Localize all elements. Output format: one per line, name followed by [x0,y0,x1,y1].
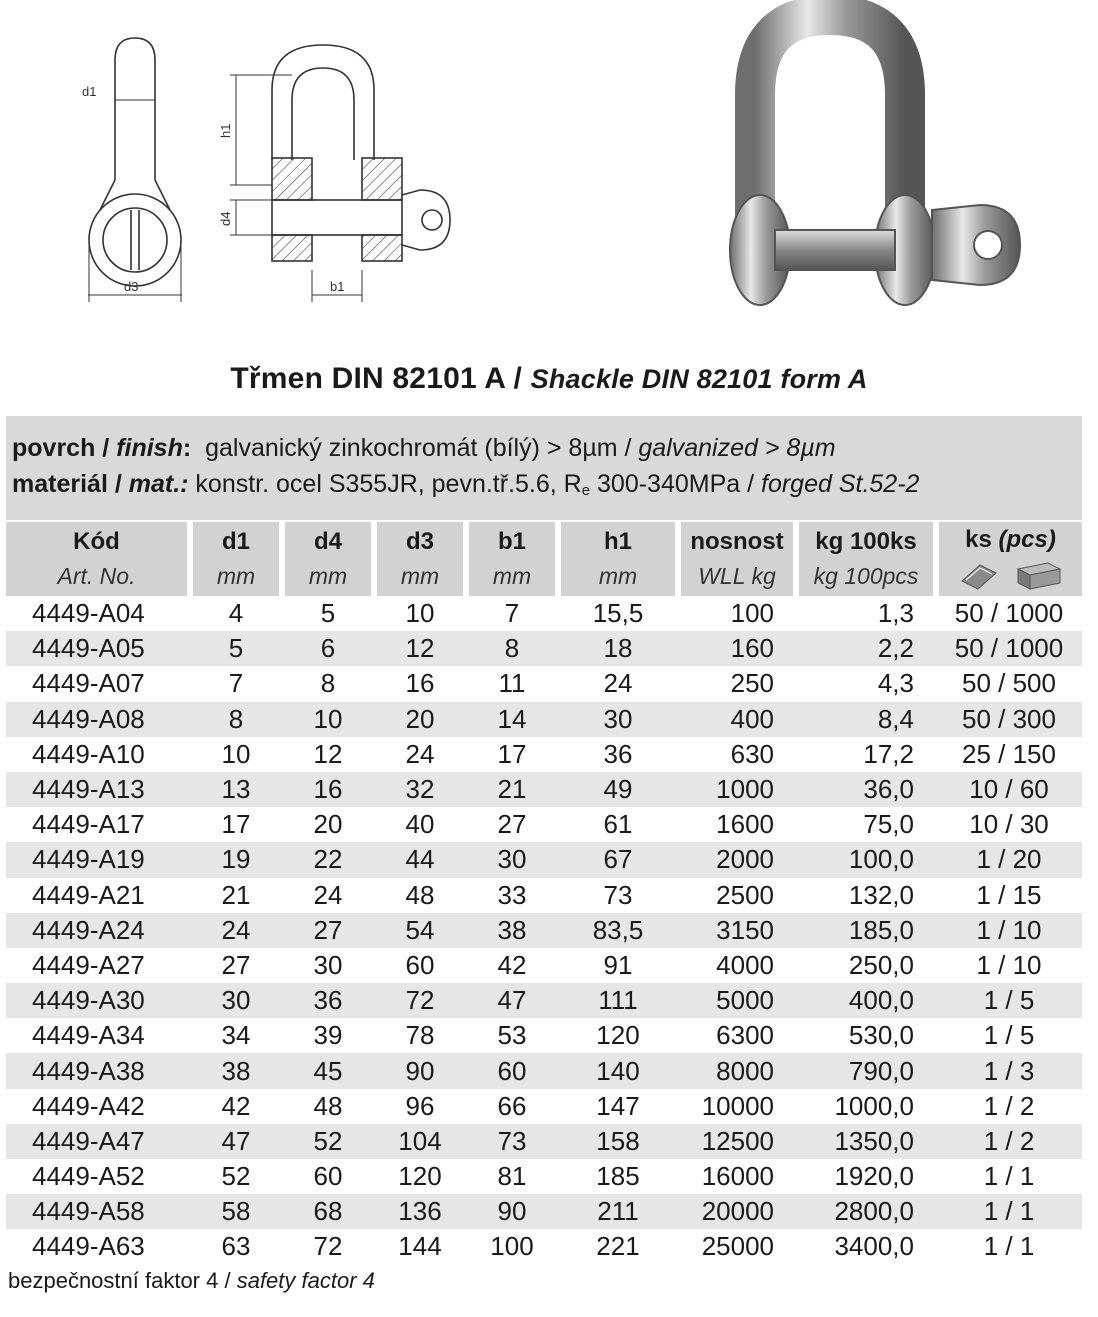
cell-d3: 136 [374,1194,466,1229]
cell-d4: 72 [313,1231,343,1262]
cell-h1: 158 [558,1124,678,1159]
table-row [6,1159,1082,1194]
cell-pcs: 1 / 15 [976,879,1042,910]
cell-wll: 12500 [678,1124,796,1159]
cell-d3: 144 [398,1231,442,1262]
cell-weight: 790,0 [796,1053,936,1088]
cell-art-no: 4449-A47 [6,1124,190,1159]
cell-wll: 5000 [678,983,796,1018]
cell-wll: 16000 [701,1161,774,1192]
finish-text-cz: galvanický zinkochromát (bílý) > 8µm / [191,434,639,462]
cell-d1: 58 [190,1194,282,1229]
specs-box [6,416,1082,520]
cell-d3: 90 [374,1053,466,1088]
cell-wll: 20000 [678,1194,796,1229]
cell-d3: 16 [405,668,435,699]
finish-label-colon: : [182,434,192,462]
cell-b1: 42 [497,949,527,980]
cell-d4: 30 [313,949,343,980]
cell-b1: 73 [466,1124,558,1159]
cell-h1: 83,5 [558,913,678,948]
cell-d3: 24 [405,738,435,769]
cell-d4: 45 [282,1053,374,1088]
package-icons [956,557,1066,596]
cell-h1: 91 [603,949,633,980]
cell-d4: 36 [282,983,374,1018]
cell-d4: 27 [282,913,374,948]
cell-d1: 30 [190,983,282,1018]
cell-art-no: 4449-A58 [6,1194,190,1229]
cell-wll: 630 [730,738,774,769]
table-row [6,666,1082,701]
cell-d4: 39 [313,1020,343,1051]
table-row [6,878,1082,913]
cell-weight: 3400,0 [834,1231,914,1262]
cell-wll: 25000 [701,1231,774,1262]
cell-wll: 2000 [678,842,796,877]
cell-d4: 16 [282,772,374,807]
cell-pcs: 1 / 10 [936,913,1082,948]
cell-h1: 61 [603,809,633,840]
cell-d4: 68 [282,1194,374,1229]
cell-d3: 96 [405,1090,435,1121]
cell-h1: 18 [558,631,678,666]
footer-cz: bezpečnostní faktor 4 / [8,1268,237,1293]
cell-weight: 132,0 [848,879,914,910]
cell-pcs: 50 / 1000 [954,598,1064,629]
cell-art-no: 4449-A34 [32,1020,145,1051]
label-b1: b1 [330,279,345,294]
cell-d3: 40 [405,809,435,840]
material-label-cz: materiál / [12,470,129,498]
cell-weight: 36,0 [796,772,936,807]
cell-d4: 10 [282,702,374,737]
cell-art-no: 4449-A13 [6,772,190,807]
cell-d4: 24 [313,879,343,910]
cell-h1: 140 [558,1053,678,1088]
header-b1: b1 mm [466,522,558,596]
cell-pcs: 1 / 2 [936,1124,1082,1159]
cell-weight: 100,0 [796,842,936,877]
header-d1: d1 mm [190,522,282,596]
table-row [6,1229,1082,1264]
cell-art-no: 4449-A17 [32,809,145,840]
cell-pcs: 1 / 3 [936,1053,1082,1088]
cell-d4: 60 [313,1161,343,1192]
cell-d3: 60 [405,949,435,980]
cell-weight: 185,0 [796,913,936,948]
cell-d1: 38 [190,1053,282,1088]
cell-art-no: 4449-A04 [32,598,145,629]
shackle-photo [700,0,1040,320]
table-row [6,702,1082,737]
table-row [6,1053,1082,1088]
table-row [6,1124,1082,1159]
cell-d1: 47 [190,1124,282,1159]
cell-d3: 20 [374,702,466,737]
title-cz: Třmen DIN 82101 A / [230,362,531,395]
cell-b1: 81 [497,1161,527,1192]
cell-pcs: 1 / 2 [983,1090,1035,1121]
cell-d1: 34 [221,1020,251,1051]
cell-h1: 15,5 [592,598,644,629]
material-text-cz-1: konstr. ocel S355JR, pevn.tř.5.6, R [188,470,582,498]
material-text-en: forged St.52-2 [761,470,920,498]
title-en: Shackle DIN 82101 form A [530,364,868,394]
cell-pcs: 50 / 1000 [936,631,1082,666]
shackle-table [6,522,1082,1265]
cell-h1: 120 [596,1020,640,1051]
cell-wll: 400 [678,702,796,737]
cell-wll: 6300 [716,1020,774,1051]
header-art-no: Kód Art. No. [6,522,190,596]
cell-h1: 49 [558,772,678,807]
cell-d1: 52 [221,1161,251,1192]
cell-pcs: 1 / 5 [936,983,1082,1018]
finish-text-en: galvanized > 8µm [638,434,836,462]
cell-b1: 90 [466,1194,558,1229]
cell-d1: 19 [190,842,282,877]
cell-weight: 17,2 [863,738,914,769]
cell-art-no: 4449-A19 [6,842,190,877]
header-wll: nosnost WLL kg [678,522,796,596]
cell-d4: 8 [320,668,336,699]
footer-en: safety factor 4 [236,1268,375,1293]
cell-art-no: 4449-A05 [6,631,190,666]
table-row [6,772,1082,807]
cell-h1: 67 [558,842,678,877]
cell-d3: 54 [374,913,466,948]
cell-b1: 11 [498,668,526,699]
cell-weight: 2,2 [796,631,936,666]
cell-pcs: 25 / 150 [962,738,1056,769]
cell-d4: 22 [282,842,374,877]
cell-wll: 160 [678,631,796,666]
cell-art-no: 4449-A21 [32,879,145,910]
cell-wll: 100 [730,598,774,629]
cell-weight: 400,0 [796,983,936,1018]
cell-b1: 21 [466,772,558,807]
cell-weight: 1,3 [877,598,914,629]
cell-b1: 53 [497,1020,527,1051]
cell-h1: 24 [603,668,633,699]
box-icon [1018,563,1060,589]
material-text-cz-2: 300-340MPa / [590,470,761,498]
cell-d4: 6 [282,631,374,666]
header-d4: d4 mm [282,522,374,596]
cell-b1: 100 [490,1231,534,1262]
cell-wll: 1600 [716,809,774,840]
cell-pcs: 1 / 1 [983,1231,1035,1262]
table-row [6,983,1082,1018]
cell-h1: 111 [558,983,678,1018]
cell-d1: 10 [221,738,251,769]
cell-pcs: 10 / 30 [969,809,1049,840]
cell-d1: 4 [228,598,244,629]
finish-label-en: finish [116,434,183,462]
cell-art-no: 4449-A30 [6,983,190,1018]
cell-b1: 66 [497,1090,527,1121]
cell-d4: 48 [313,1090,343,1121]
cell-h1: 221 [596,1231,640,1262]
cell-d3: 48 [405,879,435,910]
cell-b1: 27 [497,809,527,840]
cell-wll: 250 [730,668,774,699]
finish-line [12,430,1076,466]
page-title [0,362,1098,396]
label-d3: d3 [124,279,139,294]
cell-d4: 52 [282,1124,374,1159]
cell-h1: 36 [603,738,633,769]
cell-pcs: 1 / 20 [936,842,1082,877]
cell-art-no: 4449-A07 [32,668,145,699]
header-d3: d3 mm [374,522,466,596]
cell-d1: 42 [221,1090,251,1121]
cell-wll: 3150 [678,913,796,948]
cell-d3: 104 [374,1124,466,1159]
cell-b1: 60 [466,1053,558,1088]
cell-weight: 75,0 [863,809,914,840]
header-pcs: ks (pcs) [936,522,1082,596]
cell-wll: 4000 [716,949,774,980]
cell-d3: 72 [374,983,466,1018]
cell-d4: 12 [313,738,343,769]
cell-art-no: 4449-A38 [6,1053,190,1088]
cell-pcs: 10 / 60 [936,772,1082,807]
cell-wll: 1000 [678,772,796,807]
cell-b1: 14 [466,702,558,737]
cell-wll: 10000 [701,1090,774,1121]
cell-d1: 8 [190,702,282,737]
cell-d3: 120 [398,1161,442,1192]
cell-weight: 1920,0 [834,1161,914,1192]
table-row [6,737,1082,772]
label-d1: d1 [82,84,97,99]
cell-d1: 13 [190,772,282,807]
cell-d1: 63 [221,1231,251,1262]
cell-d4: 20 [313,809,343,840]
material-line [12,466,1076,509]
cell-b1: 7 [504,598,520,629]
cell-b1: 17 [497,738,527,769]
cell-weight: 530,0 [848,1020,914,1051]
header-h1: h1 mm [558,522,678,596]
table-row [6,631,1082,666]
cell-pcs: 1 / 5 [983,1020,1035,1051]
table-row [6,807,1082,842]
table-row [6,948,1082,983]
cell-art-no: 4449-A10 [32,738,145,769]
cell-weight: 4,3 [877,668,914,699]
cell-art-no: 4449-A42 [32,1090,145,1121]
cell-b1: 30 [466,842,558,877]
cell-d3: 78 [405,1020,435,1051]
material-label-en: mat.: [128,470,189,498]
cell-pcs: 1 / 1 [983,1161,1035,1192]
table-row [6,842,1082,877]
cell-b1: 33 [497,879,527,910]
label-d4: d4 [218,211,233,226]
cell-art-no: 4449-A52 [32,1161,145,1192]
cell-pcs: 1 / 10 [976,949,1042,980]
cell-b1: 47 [466,983,558,1018]
cell-d1: 5 [190,631,282,666]
technical-drawing [60,30,480,320]
cell-h1: 147 [596,1090,640,1121]
footer-note [8,1268,375,1294]
cell-art-no: 4449-A27 [32,949,145,980]
cell-weight: 250,0 [848,949,914,980]
cell-weight: 2800,0 [796,1194,936,1229]
cell-weight: 8,4 [796,702,936,737]
cell-h1: 30 [558,702,678,737]
cell-h1: 211 [558,1194,678,1229]
cell-h1: 185 [596,1161,640,1192]
cell-wll: 8000 [678,1053,796,1088]
cell-pcs: 50 / 500 [962,668,1056,699]
cell-d1: 17 [221,809,251,840]
cell-pcs: 1 / 1 [936,1194,1082,1229]
cell-art-no: 4449-A24 [6,913,190,948]
cell-h1: 73 [603,879,633,910]
cell-d3: 10 [405,598,435,629]
cell-d4: 5 [320,598,336,629]
cell-wll: 2500 [716,879,774,910]
table-row [6,1018,1082,1053]
table-row [6,596,1082,631]
cell-d3: 12 [374,631,466,666]
table-header-row [6,522,1082,596]
cell-art-no: 4449-A63 [32,1231,145,1262]
cell-pcs: 50 / 300 [936,702,1082,737]
finish-label-cz: povrch / [12,434,117,462]
cell-b1: 8 [466,631,558,666]
header-weight: kg 100ks kg 100pcs [796,522,936,596]
cell-weight: 1000,0 [834,1090,914,1121]
material-sub: e [581,482,591,499]
cell-d1: 27 [221,949,251,980]
cell-b1: 38 [466,913,558,948]
cell-d1: 21 [221,879,251,910]
cell-d3: 32 [374,772,466,807]
label-h1: h1 [218,123,233,138]
cell-weight: 1350,0 [796,1124,936,1159]
cell-d3: 44 [374,842,466,877]
table-row [6,1089,1082,1124]
table-row [6,1194,1082,1229]
table-row [6,913,1082,948]
cell-art-no: 4449-A08 [6,702,190,737]
bag-icon [962,565,996,589]
cell-d1: 24 [190,913,282,948]
cell-d1: 7 [228,668,244,699]
